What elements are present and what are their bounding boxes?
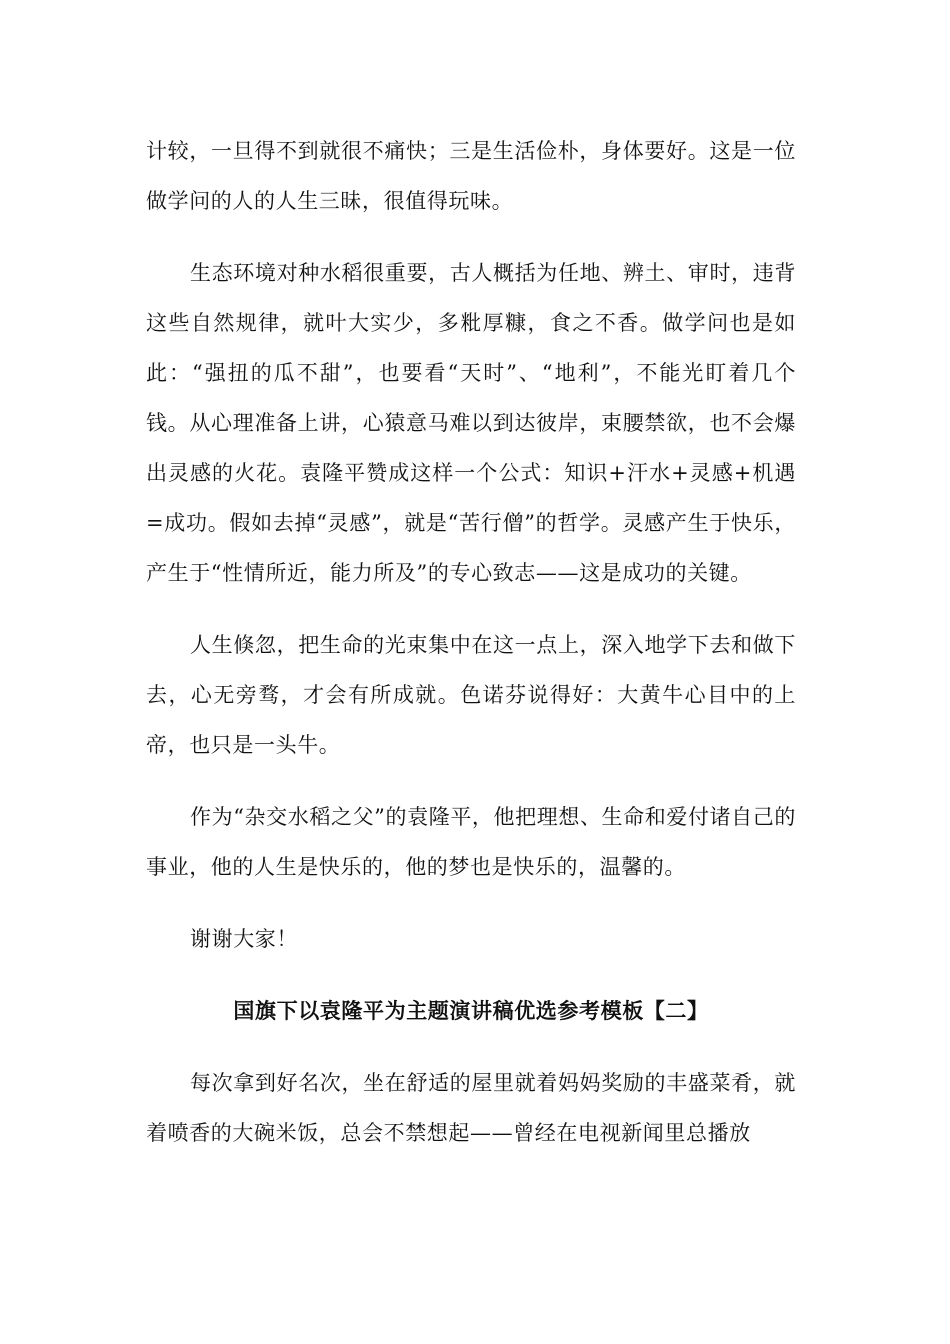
paragraph-life: 人生倏忽，把生命的光束集中在这一点上，深入地学下去和做下去，心无旁骛，才会有所成就。色诺芬说得好：大黄牛心目中的上帝，也只是一头牛。	[146, 633, 796, 757]
paragraph-final: 每次拿到好名次，坐在舒适的屋里就着妈妈奖励的丰盛菜肴，就着喷香的大碗米饭，总会不禁想起——曾经在电视新闻里总播放	[146, 1071, 796, 1145]
paragraph-continuation: 计较，一旦得不到就很不痛快；三是生活俭朴，身体要好。这是一位做学问的人的人生三昧，很值得玩味。	[146, 139, 796, 213]
paragraph-thanks: 谢谢大家！	[190, 927, 298, 951]
paragraph-father-of-rice: 作为“杂交水稻之父”的袁隆平，他把理想、生命和爱付诸自己的事业，他的人生是快乐的，他的梦也是快乐的，温馨的。	[146, 805, 796, 879]
paragraph-ecology: 生态环境对种水稻很重要，古人概括为任地、辨土、审时，违背这些自然规律，就叶大实少，多粃厚糠，食之不香。做学问也是如此：“强扭的瓜不甜”，也要看“天时”、“地利”，不能光盯着几个钱。从心理准备上讲，心猿意马难以到达彼岸，束腰禁欲，也不会爆出灵感的火花。袁隆平赞成这样一个公式：知识+汗水+灵感+机遇=成功。假如去掉“灵感”，就是“苦行僧”的哲学。灵感产生于快乐，产生于“性情所近，能力所及”的专心致志——这是成功的关键。	[146, 261, 796, 585]
section-heading: 国旗下以袁隆平为主题演讲稿优选参考模板【二】	[233, 998, 709, 1023]
document-body	[146, 126, 796, 1180]
